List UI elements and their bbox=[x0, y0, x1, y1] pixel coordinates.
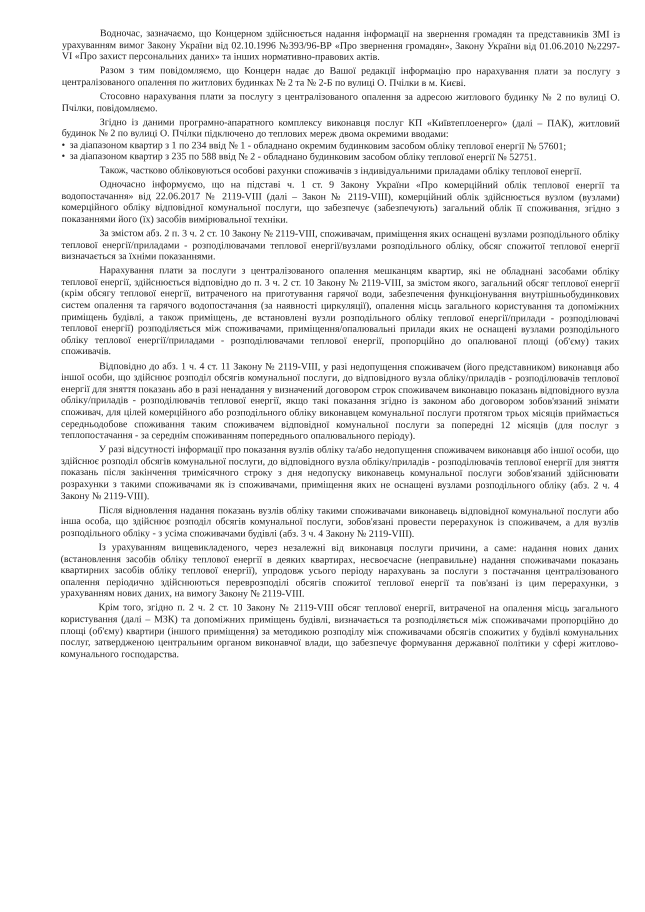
input-list bbox=[62, 140, 620, 165]
paragraph-conclusion: Із урахуванням вищевикладеного, через незалежні від виконавця послуги причини, а саме: надання нових даних (встановлення засобів обліку теплової енергії в деяких квартирах, несвоєчасне (неправильне) надання споживачами показань квартирних засобів обліку теплової енергії), упродовж усього періоду нарахувань за послуги з постачання централізованого опалення періодично здійснюються переврозподілі обсягів спожитої теплової енергії та пов'язані із цим перерахунки, з урахуванням нових даних, на вимогу Закону № 2119-VIII. bbox=[60, 542, 619, 600]
paragraph-individual-meters: Також, частково обліковуються особові рахунки споживачів з індивідуальними приладами обліку теплової енергії. bbox=[99, 165, 582, 178]
paragraph-info-provision: Водночас, зазначаємо, що Концерном здійснюється надання інформації на звернення громадян та представників ЗМІ із урахуванням вимог Закону України від 02.10.1996 №393/96-ВР «Про звернення громадян», Закону України від 01.06.2010 №2297-VI «Про захист персональних даних» та інших нормативно-правових актів. bbox=[61, 28, 620, 64]
paragraph-common-areas: Крім того, згідно п. 2 ч. 2 ст. 10 Закону № 2119-VIII обсяг теплової енергії, витраченої на опалення місць загального користування (далі – МЗК) та допоміжних приміщень будівлі, визначається та розподіляється між споживачами пропорційно до площі (об'єму) квартири (іншого приміщення) за методикою розподілу між споживачами обсягів спожитих у будівлі комунальних послуг, затвердженою центральним органом виконавчої влади, що забезпечує формування державної політики у сфері житлово-комунального господарства. bbox=[60, 602, 619, 661]
paragraph-recalculation: Після відновлення надання показань вузлів обліку такими споживачами виконавець відповідної комунальної послуги або інша особа, що здійснює розподіл обсягів комунальної послуги, зобов'язані провести перерахунок із споживачем, а для вузлів розподільного обліку - з усіма споживачами будівлі (абз. 3 ч. 4 Закону № 2119-VIII). bbox=[60, 504, 619, 540]
paragraph-missing-readings: У разі відсутності інформації про показання вузлів обліку та/або недопущення споживачем виконавця або іншої особи, що здійснює розподіл обсягів комунальної послуги, до відповідного вузла обліку/приладів - розподілювачів теплової енергії для зняття показань після закінчення тримісячного строку з дня недопуску виконавець комунальної послуги зобов'язаний здійснювати розрахунки з такими споживачами як із споживачами, приміщення яких не оснащені вузлами розподільного обліку (абз. 2 ч. 4 Закону № 2119-VIII). bbox=[60, 444, 619, 502]
list-item-input-1: • за діапазоном квартир з 1 по 234 ввід № 1 - обладнано окремим будинковим засобом обліку теплової енергії № 57601; bbox=[62, 140, 620, 153]
paragraph-pak-data: Згідно із даними програмно-апаратного комплексу виконавця послуг КП «Київтеплоенерго» (далі – ПАК), житловий будинок № 2 по вулиці О. Пчілки підключено до теплових мереж двома окремими вводами: bbox=[61, 116, 620, 141]
paragraph-no-meter-charges: Нарахування плати за послуги з централізованого опалення мешканцям квартир, які не обладнані засобами обліку теплової енергії, здійснюється відповідно до п. 3 ч. 2 ст. 10 Закону № 2119-VIII, за змістом якого, загальний обсяг теплової енергії (крім обсягу теплової енергії, витраченого на приготування гарячої води, забезпечення функціонування внутрішньобудинкових систем опалення та гарячого водопостачання (за наявності циркуляції), опалення місць загального користування та допоміжних приміщень будівлі, а також приміщень, де встановлені вузли розподільного обліку теплової енергії/прилади - розподілювачі теплової енергії) розподіляється між споживачами, приміщення/опалювальні прилади яких не оснащені вузлами розподільного обліку теплової енергії/приладами - розподілювачами теплової енергії, пропорційно до опалюваної площі (об'єму) таких споживачів. bbox=[61, 265, 620, 358]
letter-body bbox=[60, 28, 620, 664]
paragraph-building-2: Стосовно нарахування плати за послугу з централізованого опалення за адресою житлового будинку № 2 по вулиці О. Пчілки, повідомляємо. bbox=[61, 91, 620, 114]
paragraph-distribution-metering: За змістом абз. 2 п. 3 ч. 2 ст. 10 Закону № 2119-VIII, споживачам, приміщення яких оснащені вузлами розподільного обліку теплової енергії/приладами - розподілювачами теплової енергії/вузлами розподільного обліку, обсяг спожитої теплової енергії визначається за їхніми показаннями. bbox=[61, 228, 620, 263]
paragraph-heating-charges-intro: Разом з тим повідомляємо, що Концерн надає до Вашої редакції інформацію про нарахування плати за послугу з централізованого опалення по житлових будинках № 2 та № 2-Б по вулиці О. Пчілки в м. Києві. bbox=[61, 65, 620, 89]
list-item-input-2: • за діапазоном квартир з 235 по 588 ввід № 2 - обладнано будинковим засобом обліку теплової енергії № 52751. bbox=[62, 151, 620, 164]
paragraph-commercial-metering: Одночасно інформуємо, що на підставі ч. 1 ст. 9 Закону України «Про комерційний облік теплової енергії та водопостачання» від 22.06.2017 № 2119-VIII (далі – Закон № 2119-VIII), комерційний облік здійснюється вузлом (вузлами) комерційного обліку відповідної комунальної послуги, що забезпечує (забезпечують) загальний облік її споживання, згідно з показаннями його (їх) засобів вимірювальної техніки. bbox=[61, 179, 620, 226]
paragraph-access-refusal: Відповідно до абз. 1 ч. 4 ст. 11 Закону № 2119-VIII, у разі недопущення споживачем (його представником) виконавця або іншої особи, що здійснює розподіл обсягів комунальної послуги, до відповідного вузла обліку/приладів - розподілювачів теплової енергії для зняття показань або в разі ненадання у визначений договором строк споживачем виконавцю показань відповідного вузла обліку/приладів - розподілювачів теплової енергії, якщо такі показання згідно із законом або договором зобов'язаний знімати споживач, для цілей комерційного або розподільного обліку виконавцем комунальної послуги протягом трьох місяців приймається середньодобове споживання таким споживачем відповідної комунальної послуги за попередні 12 місяців (для послуг з теплопостачання - за середнім споживанням попереднього опалювального періоду). bbox=[60, 360, 620, 443]
